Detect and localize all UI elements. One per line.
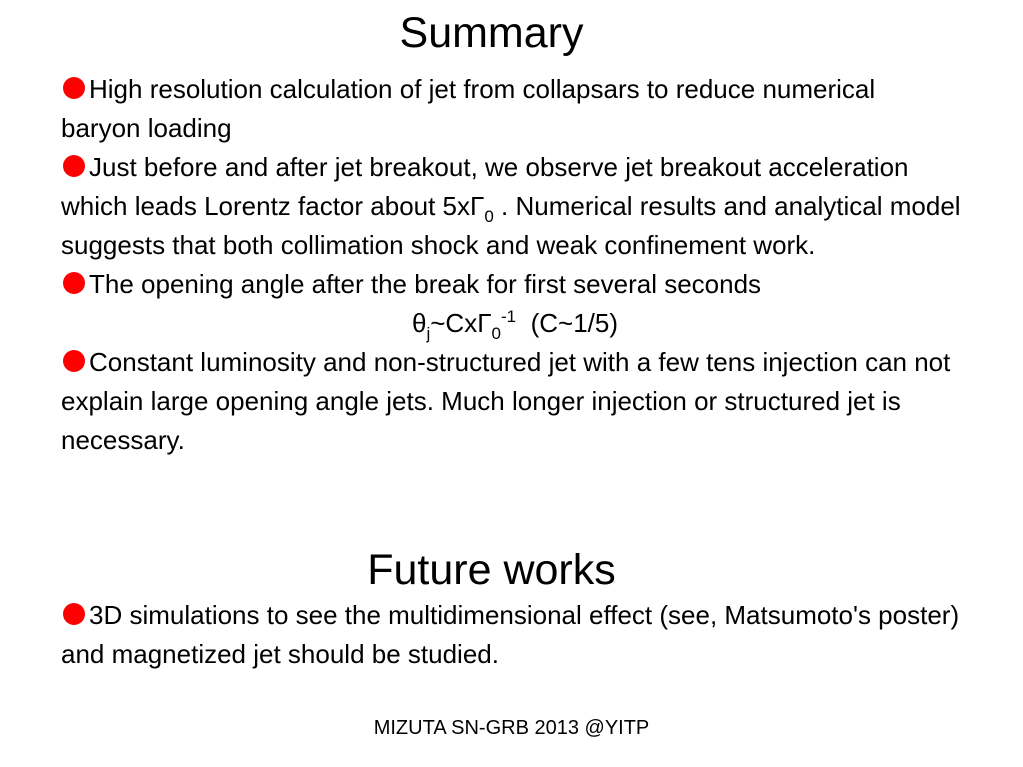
future-item-1-text: 3D simulations to see the multidimensional effect (see, Matsumoto's poster) and magnetized jet should be studied. <box>61 600 960 669</box>
summary-item-1-text: High resolution calculation of jet from collapsars to reduce numerical baryon loading <box>61 74 876 143</box>
formula-theta-subscript: j <box>426 324 431 343</box>
red-bullet-icon <box>63 77 85 99</box>
summary-item-2-text-b: . Numerical results and analytical model suggests that both collimation shock and weak confinement work. <box>61 191 961 260</box>
summary-item-3 <box>61 265 961 304</box>
summary-title: Summary <box>399 9 584 57</box>
summary-item-1 <box>61 70 961 148</box>
formula-exponent: -1 <box>501 307 517 326</box>
summary-body <box>61 70 961 460</box>
summary-item-3-text: The opening angle after the break for first several seconds <box>89 269 762 299</box>
red-bullet-icon <box>63 603 85 625</box>
red-bullet-icon <box>63 155 85 177</box>
formula-theta: θ <box>412 308 427 338</box>
formula-gamma-subscript: 0 <box>491 324 501 343</box>
formula-middle: ~CxΓ <box>430 308 492 338</box>
gamma-subscript: 0 <box>484 207 494 226</box>
red-bullet-icon <box>63 350 85 372</box>
red-bullet-icon <box>63 272 85 294</box>
future-works-title: Future works <box>367 546 616 594</box>
future-works-body <box>61 596 961 674</box>
opening-angle-formula <box>61 304 961 343</box>
summary-item-2-text-a: Just before and after jet breakout, we observe jet breakout acceleration which leads Lorentz factor about 5xΓ <box>61 152 909 221</box>
summary-item-4 <box>61 343 961 460</box>
summary-item-4-text: Constant luminosity and non-structured jet with a few tens injection can not explain large opening angle jets. Much longer injection or structured jet is necessary. <box>61 347 951 455</box>
formula-tail: (C~1/5) <box>516 308 618 338</box>
summary-item-2 <box>61 148 961 265</box>
footer-text: MIZUTA SN-GRB 2013 @YITP <box>373 717 650 739</box>
future-item-1 <box>61 596 961 674</box>
